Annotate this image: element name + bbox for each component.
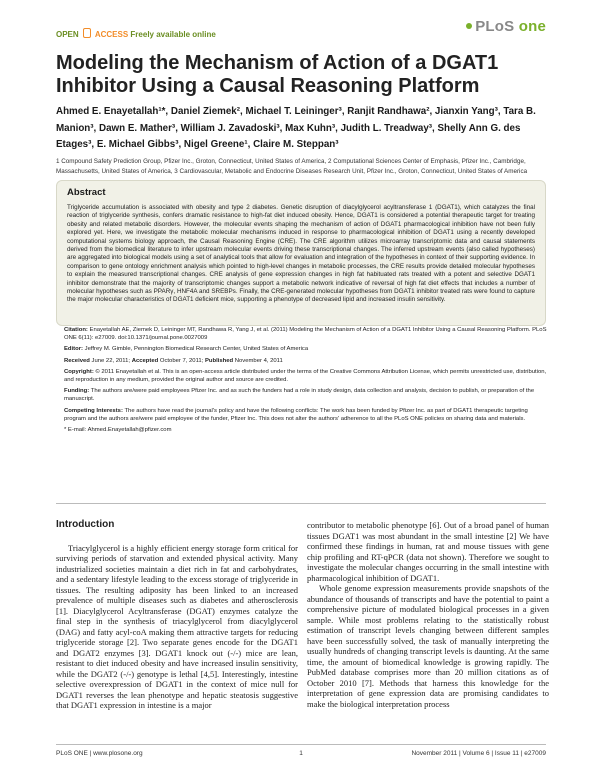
published-date: November 4, 2011	[234, 357, 283, 364]
published-label: Published	[204, 357, 234, 364]
competing-interests	[64, 407, 548, 423]
open-access-open: OPEN	[56, 30, 79, 39]
accepted-label: Accepted	[131, 357, 159, 364]
open-access-lock-icon	[83, 28, 91, 38]
journal-header	[56, 14, 546, 54]
author-list: Ahmed E. Enayetallah¹*, Daniel Ziemek², Michael T. Leininger³, Ranjit Randhawa², Jianxin Yang³, Tara B. Manion³, Dawn E. Mather³, William J. Zavadoski³, Max Kuhn³, Judith L. Treadway³, Shelly Ann G. des Etages³, E. Michael Gibbs³, Nigel Greene¹, Claire M. Steppan³	[56, 106, 536, 150]
article-title: Modeling the Mechanism of Action of a DGAT1 Inhibitor Using a Causal Reasoning Platform	[56, 52, 499, 97]
copyright-label: Copyright:	[64, 368, 94, 375]
section-divider	[56, 503, 546, 504]
footer-page-number: 1	[299, 750, 303, 757]
competing-label: Competing Interests:	[64, 407, 123, 414]
received-label: Received	[64, 357, 90, 364]
funding-label: Funding:	[64, 388, 90, 395]
body-paragraph: Whole genome expression measurements provide snapshots of the abundance of thousands of transcripts and have the potential to paint a comprehensive picture of modulated biological processes in a given sample. While most problems relating to the statistically robust estimation of transcript levels changing between different samples have been successfully solved, the task of manually interpreting the usually hundreds of changing transcript levels is daunting. At the same time, the amount of biomedical knowledge is growing rapidly. The PubMed database comprises more than 20 million citations as of October 2010 [7]. Methods that harness this knowledge for the interpretation of gene expression data are promising candidates to make the biological interpretation process	[307, 583, 549, 709]
introduction-heading: Introduction	[56, 519, 115, 530]
abstract-heading: Abstract	[67, 187, 106, 198]
funding	[64, 387, 548, 403]
received-date: June 22, 2011;	[91, 357, 131, 364]
plos-one-logo	[466, 18, 546, 35]
open-access-label	[56, 28, 216, 39]
body-paragraph: contributor to metabolic phenotype [6]. Out of a broad panel of human tissues DGAT1 was most abundant in the small intestine [2] We have confirmed these findings in human, rat and mouse tissues with gene chip profiling and RT-qPCR (data not shown). Therefore we sought to investigate the molecular changes occurring in the small intestine with pharmacological inhibition of DGAT1.	[307, 520, 549, 583]
citation	[64, 326, 548, 342]
body-paragraph: Triacylglycerol is a highly efficient energy storage form critical for surviving periods of starvation and extended physical activity. Many industrialized societies maintain a diet rich in fat and carbohydrates, and a sedentary lifestyle leading to the excess storage of triglyceride in tissues. The resulting adiposity has been linked to an increased prevalence of multiple diseases such as diabetes and atherosclerosis [1]. Diacylglycerol Acyltransferase (DGAT) enzymes catalyze the final step in the synthesis of triacylglycerol from diacylglycerol (DAG) and fatty acyl-coA making them attractive targets for reducing triglyceride storage [2]. Two separate genes encode for the DGAT1 and DGAT2 enzymes [3]. DGAT1 knock out (-/-) mice are lean, resistant to diet induced obesity and have increased insulin sensitivity, while the DGAT2 (-/-) genotype is lethal [4,5]. Interestingly, intestine selective overexpression of DGAT1 in the context of mice null for DGAT1 reverses the lean phenotype and hepatic steatosis suggestive that DGAT1 expression in intestine is a major	[56, 542, 298, 710]
article-metadata	[64, 326, 548, 437]
editor	[64, 345, 548, 353]
open-access-access: ACCESS	[94, 30, 129, 39]
footer-divider	[56, 744, 546, 745]
funding-text: The authors are/were paid employees Pfizer Inc. and as such the funders had a role in study design, data collection and analysis, decision to publish, or preparation of the manuscript.	[64, 388, 535, 403]
copyright	[64, 368, 548, 384]
abstract-text: Triglyceride accumulation is associated with obesity and type 2 diabetes. Genetic disruption of diacylglycerol acyltransferase 1 (DGAT1), which catalyzes the final reaction of triglyceride synthesis, confers dramatic resistance to high-fat diet induced obesity. Hence, DGAT1 is considered a potential therapeutic target for treating obesity and related metabolic disorders. However, the molecular events shaping the mechanism of action of DGAT1 pharmacological inhibition have not been fully explored yet. Here, we investigate the metabolic molecular mechanisms induced in response to pharmacological inhibition of DGAT1 using a recently developed computational systems biology approach, the Causal Reasoning Engine (CRE). The CRE algorithm utilizes microarray transcriptomic data and causal statements derived from the biomedical literature to infer upstream molecular events driving these transcriptional changes. The inferred upstream events (also called hypotheses) are aggregated into biological models using a set of analytical tools that allow for evaluation and integration of the hypotheses in context of their supporting evidence. In comparison to gene ontology enrichment analysis which pointed to high-level changes in metabolic processes, the CRE results provide detailed molecular hypotheses to explain the measured transcriptional changes. CRE analysis of gene expression changes in high fat habituated rats treated with a potent and selective DGAT1 inhibitor demonstrate that the majority of transcriptomic changes support a metabolic network indicative of reversal of high fat diet effects that includes a number of molecular hypotheses such as PPARγ, HNF4A and SREBPs. Finally, the CRE-generated molecular hypotheses from DGAT1 inhibitor treated rats were found to capture the major molecular characteristics of DGAT1 deficient mice, supporting a phenotype of decreased lipid and increased insulin sensitivity.	[67, 204, 535, 304]
abstract-box	[56, 180, 546, 326]
footer-issue: November 2011 | Volume 6 | Issue 11 | e27009	[411, 750, 546, 757]
citation-text: Enayetallah AE, Ziemek D, Leininger MT, Randhawa R, Yang J, et al. (2011) Modeling the Mechanism of Action of a DGAT1 Inhibitor Using a Causal Reasoning Platform. PLoS ONE 6(11): e27009. doi:10.1371/journal.pone.0027009	[64, 327, 547, 342]
accepted-date: October 7, 2011;	[159, 357, 204, 364]
affiliations: 1 Compound Safety Prediction Group, Pfizer Inc., Groton, Connecticut, United States of America, 2 Computational Sciences Center of Emphasis, Pfizer Inc., Cambridge, Massachusetts, United States of America, 3 Cardiovascular, Metabolic and Endocrine Diseases Research Unit, Pfizer Inc., Groton, Connecticut, United States of America	[56, 158, 528, 175]
open-access-freely: Freely available online	[130, 30, 216, 39]
competing-text: The authors have read the journal's policy and have the following conflicts: The work has been funded by Pfizer Inc. as part of DGAT1 therapeutic targeting program and the authors are/were paid employee of the funder, Pfizer Inc. This does not alter the authors' adherence to all the PLoS ONE policies on sharing data and materials.	[64, 407, 528, 422]
footer-journal: PLoS ONE | www.plosone.org	[56, 750, 143, 757]
dates	[64, 357, 548, 365]
copyright-text: © 2011 Enayetallah et al. This is an open-access article distributed under the terms of the Creative Commons Attribution License, which permits unrestricted use, distribution, and reproduction in any medium, provided the original author and source are credited.	[64, 368, 547, 384]
editor-label: Editor:	[64, 346, 83, 353]
logo-plos: PLoS	[475, 18, 515, 35]
editor-text: Jeffrey M. Gimble, Pennington Biomedical Research Center, United States of America	[84, 346, 309, 353]
body-left-column	[56, 520, 298, 711]
corresponding-email: * E-mail: Ahmed.Enayetallah@pfizer.com	[64, 427, 172, 434]
logo-dot-icon	[466, 23, 472, 29]
logo-one: one	[518, 18, 546, 35]
citation-label: Citation:	[64, 327, 88, 333]
body-right-column	[307, 520, 549, 709]
